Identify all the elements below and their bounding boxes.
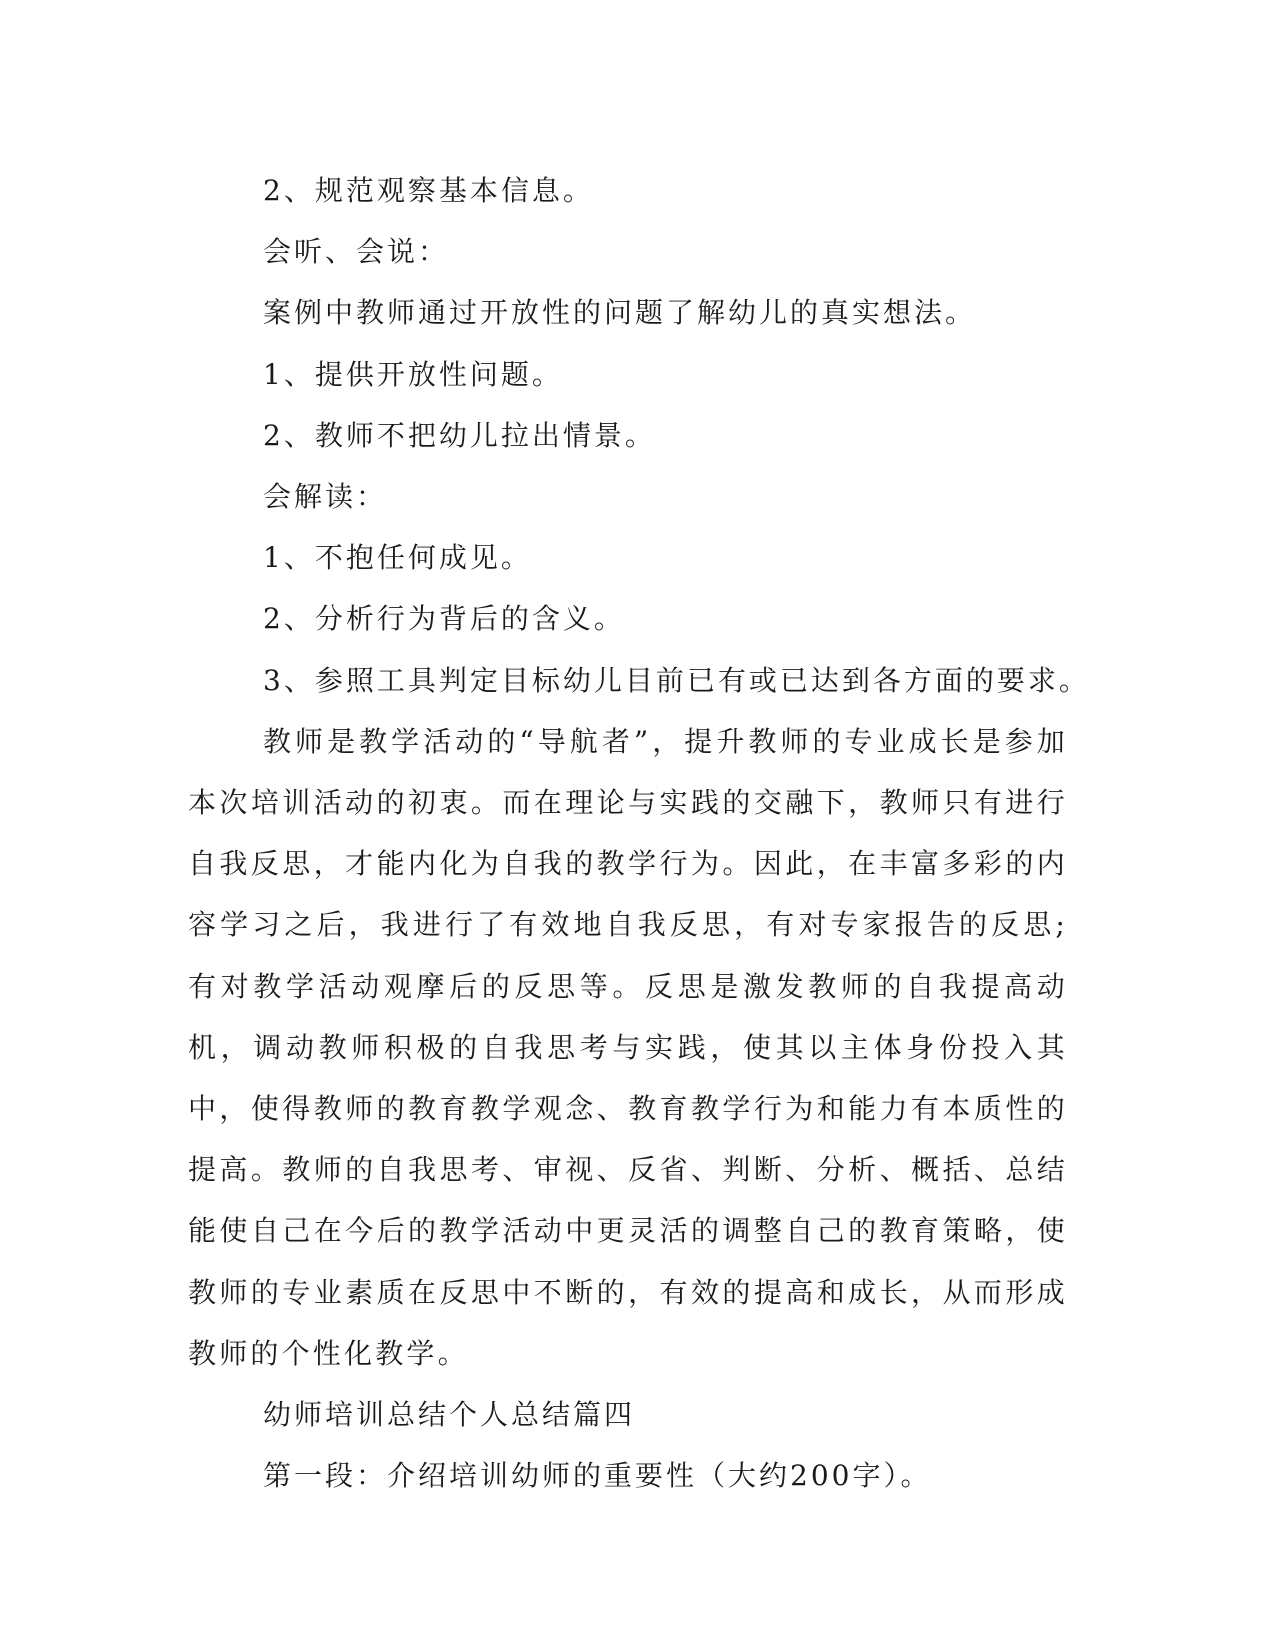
list-item: 1、提供开放性问题。 — [263, 357, 563, 391]
list-item: 1、不抱任何成见。 — [263, 541, 532, 575]
list-item: 2、分析行为背后的含义。 — [263, 602, 625, 636]
list-item: 2、教师不把幼儿拉出情景。 — [263, 418, 656, 452]
text-line: 2、规范观察基本信息。 — [263, 174, 594, 207]
section-first-paragraph-heading: 第一段：介绍培训幼师的重要性（大约200字）。 — [263, 1459, 932, 1493]
section-heading: 幼师培训总结个人总结篇四 — [263, 1397, 636, 1431]
reflection-paragraph: 教师是教学活动的“导航者”，提升教师的专业成长是参加本次培训活动的初衷。而在理论与实践的交融下，教师只有进行自我反思，才能内化为自我的教学行为。因此，在丰富多彩的内容学习之后，我进行了有效地自我反思，有对专家报告的反思;有对教学活动观摩后的反思等。反思是激发教师的自我提高动机，调动教师积极的自我思考与实践，使其以主体身份投入其中，使得教师的教育教学观念、教育教学行为和能力有本质性的提高。教师的自我思考、审视、反省、判断、分析、概括、总结能使自己在今后的教学活动中更灵活的调整自己的教育策略，使教师的专业素质在反思中不断的，有效的提高和成长，从而形成教师的个性化教学。 — [188, 724, 1068, 1370]
list-item: 3、参照工具判定目标幼儿目前已有或已达到各方面的要求。 — [263, 663, 1090, 697]
document-body — [188, 160, 1090, 1506]
section-label-interpret: 会解读： — [263, 479, 388, 513]
section-label-listen-speak: 会听、会说： — [263, 235, 450, 269]
text-line: 案例中教师通过开放性的问题了解幼儿的真实想法。 — [263, 296, 977, 330]
